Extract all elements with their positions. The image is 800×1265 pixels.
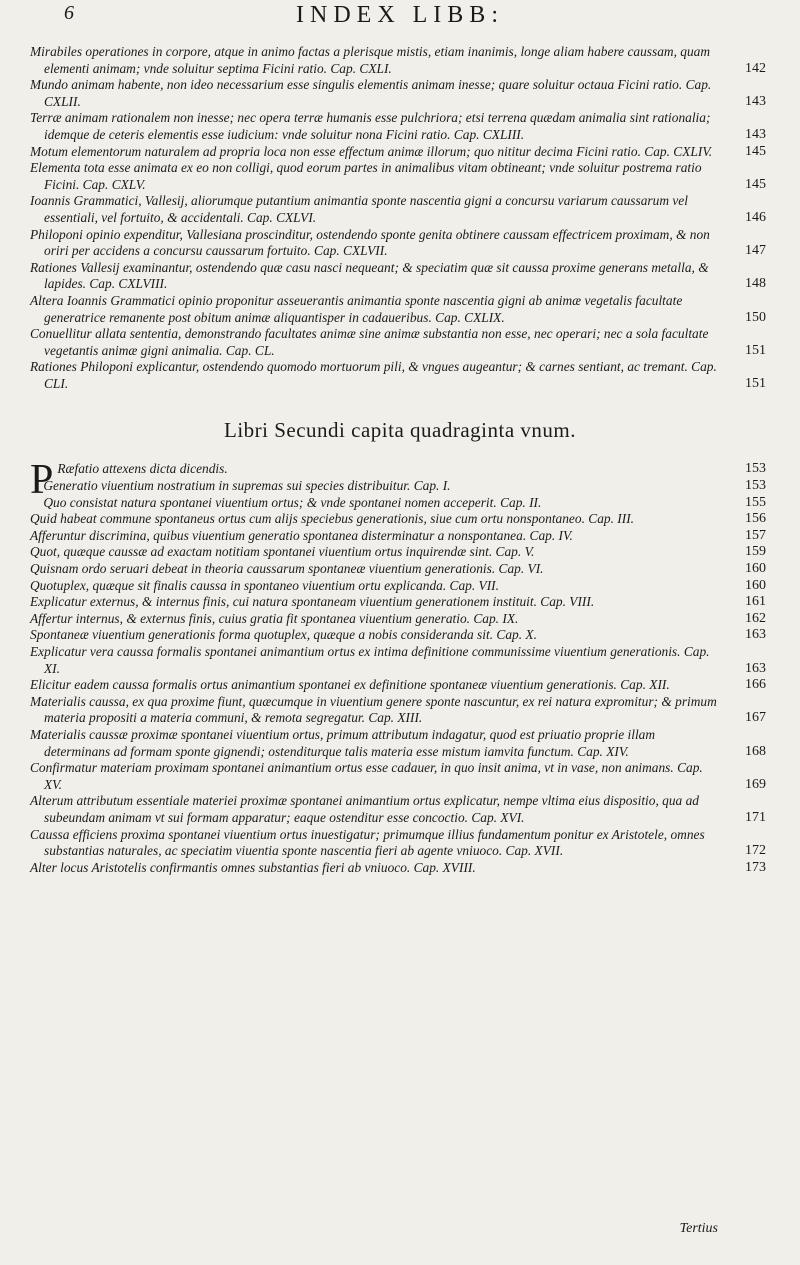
entry-page-number: 163 [745, 627, 766, 643]
entry-page-number: 143 [745, 93, 766, 109]
entry-text: Affertur internus, & externus finis, cuius gratia fit spontanea viuentium generatio. Cap. IX. [30, 610, 519, 626]
book1-index-list [30, 44, 770, 392]
entry-page-number: 169 [745, 776, 766, 792]
index-entry [30, 627, 770, 644]
entry-text: Explicatur vera caussa formalis spontanei animantium ortus ex intima definitione communissime viuentium generationis. Cap. XI. [30, 644, 710, 676]
entry-page-number: 173 [745, 859, 766, 875]
index-entry [30, 827, 770, 860]
entry-text: Quotuplex, quæque sit finalis caussa in spontaneo viuentium ortu explicanda. Cap. VII. [30, 577, 499, 593]
index-entry [30, 110, 770, 143]
page-header [30, 0, 770, 44]
entry-text: Alter locus Aristotelis confirmantis omnes substantias fieri ab vniuoco. Cap. XVIII. [30, 859, 476, 875]
running-head: INDEX LIBB: [296, 2, 504, 28]
entry-page-number: 156 [745, 511, 766, 527]
index-entry [30, 860, 770, 877]
index-entry [30, 478, 770, 495]
catchword: Tertius [679, 1221, 718, 1236]
entry-text: Alterum attributum essentiale materiei proximæ spontanei animantium ortus explicatur, nempe vltima eius dispositio, qua ad subeundam animam vt sui formam apparatur; eaque ostenditur esse concoctio. Cap. XVI. [30, 793, 699, 825]
entry-page-number: 145 [745, 176, 766, 192]
entry-text: Quo consistat natura spontanei viuentium ortus; & vnde spontanei nomen acceperit. Cap. II. [43, 494, 542, 510]
index-entry [30, 511, 770, 528]
index-entry [30, 561, 770, 578]
entry-text: Rationes Vallesij examinantur, ostendendo quæ casu nasci nequeant; & speciatim quæ sit caussa proxime generans metalla, & lapides. Cap. CXLVIII. [30, 259, 709, 292]
entry-page-number: 168 [745, 743, 766, 759]
index-entry [30, 326, 770, 359]
entry-text: Quisnam ordo seruari debeat in theoria caussarum spontaneæ viuentium generationis. Cap. VI. [30, 561, 544, 577]
entry-text: Conuellitur allata sententia, demonstrando facultates animæ sine animæ substantia non esse, nec operari; nec a sola facultate vegetantis animæ gigni animalia. Cap. CL. [30, 326, 709, 358]
entry-page-number: 161 [745, 594, 766, 610]
index-entry [30, 227, 770, 260]
entry-text: Caussa efficiens proxima spontanei viuentium ortus inuestigatur; primumque illius fundamentum ponitur ex Aristotele, omnes substantias naturales, ac speciatim viuentia sponte nascentia fieri ab agente vniuoco. Cap. XVII. [30, 826, 705, 859]
entry-text: Elicitur eadem caussa formalis ortus animantium spontanei ex definitione spontaneæ viuentium generationis. Cap. XII. [30, 677, 670, 693]
index-entry [30, 44, 770, 77]
index-entry [30, 644, 770, 677]
index-entry [30, 727, 770, 760]
index-entry [30, 677, 770, 694]
entry-page-number: 147 [745, 243, 766, 259]
entry-page-number: 151 [745, 375, 766, 391]
index-entry [30, 359, 770, 392]
index-entry [30, 160, 770, 193]
index-entry [30, 578, 770, 595]
entry-text: Mundo animam habente, non ideo necessarium esse singulis elementis animam inesse; quare soluitur octaua Ficini ratio. Cap. CXLII. [30, 77, 712, 109]
entry-page-number: 153 [745, 478, 766, 494]
entry-text: Mirabiles operationes in corpore, atque in animo factas a plerisque mistis, etiam inanimis, longe aliam habere caussam, quam elementi animam; vnde soluitur septima Ficini ratio. Cap. CXLI. [30, 44, 711, 76]
entry-page-number: 155 [745, 494, 766, 510]
entry-text: Ræfatio attexens dicta dicendis. [57, 461, 228, 477]
entry-page-number: 162 [745, 610, 766, 626]
entry-page-number: 163 [745, 660, 766, 676]
entry-text: Terræ animam rationalem non inesse; nec opera terræ humanis esse pulchriora; etsi terrena quædam animalia sint rationalia; idemque de ceteris elementis esse iudicium: vnde soluitur nona Ficini ratio. Cap. CXLIII. [30, 110, 711, 142]
index-entry [30, 611, 770, 628]
entry-page-number: 148 [745, 276, 766, 292]
index-entry [30, 760, 770, 793]
index-entry [30, 260, 770, 293]
entry-text: Afferuntur discrimina, quibus viuentium generatio spontanea disterminatur a nonspontanea. Cap. IV. [30, 527, 573, 543]
entry-page-number: 145 [745, 143, 766, 159]
entry-page-number: 159 [745, 544, 766, 560]
entry-text: Rationes Philoponi explicantur, ostendendo quomodo mortuorum pili, & vngues augeantur; & carnes sentiant, ac tremant. Cap. CLI. [30, 359, 717, 391]
entry-text: Ioannis Grammatici, Vallesij, aliorumque putantium animantia sponte nascentia gigni a concursu variarum caussarum vel essentiali, vel fortuito, & accidentali. Cap. CXLVI. [30, 193, 688, 225]
index-entry [30, 495, 770, 512]
index-entry [30, 793, 770, 826]
entry-text: Elementa tota esse animata ex eo non colligi, quod eorum partes in animalibus vitam obtineant; vnde soluitur postrema ratio Ficini. Cap. CXLV. [30, 160, 702, 192]
entry-text: Materialis caussæ proximæ spontanei viuentium ortus, primum attributum indagatur, quod est priuatio proprie illam determinans ad formam sponte gignendi; ostenditurque talis materia esse mistum iamvita functum. Cap. XIV. [30, 726, 656, 759]
index-entry [30, 144, 770, 161]
entry-page-number: 172 [745, 843, 766, 859]
drop-cap: P [30, 457, 54, 504]
entry-text: Quid habeat commune spontaneus ortus cum alijs speciebus generationis, siue cum ortu nonspontaneo. Cap. III. [30, 511, 635, 527]
entry-page-number: 160 [745, 577, 766, 593]
index-entry [30, 544, 770, 561]
entry-page-number: 160 [745, 561, 766, 577]
entry-text: Philoponi opinio expenditur, Vallesiana proscinditur, ostendendo sponte genita obtinere caussam effectricem proximam, & non oriri per accidens a concursu caussarum fortuito. Cap. CXLVII. [30, 226, 710, 259]
entry-text: Spontaneæ viuentium generationis forma quotuplex, quæque a nobis consideranda sit. Cap. X. [30, 627, 537, 643]
book2-index-list [30, 457, 770, 876]
entry-text: Motum elementorum naturalem ad propria loca non esse effectum animæ illorum; quo nititur decima Ficini ratio. Cap. CXLIV. [30, 143, 713, 159]
entry-page-number: 143 [745, 126, 766, 142]
page-number: 6 [64, 2, 74, 24]
entry-page-number: 171 [745, 809, 766, 825]
entry-text: Altera Ioannis Grammatici opinio proponitur asseuerantis animantia sponte nascentia gigni ab animæ vegetalis facultate generatrice remanente post obitum animæ aliquantisper in cadaueribus. Cap. CXLIX. [30, 292, 683, 325]
entry-text: Generatio viuentium nostratium in supremas sui species distribuitur. Cap. I. [43, 478, 451, 494]
entry-page-number: 150 [745, 309, 766, 325]
entry-page-number: 146 [745, 209, 766, 225]
book2-title: Libri Secundi capita quadraginta vnum. [224, 418, 576, 443]
index-entry [30, 694, 770, 727]
index-entry [30, 528, 770, 545]
entry-text: Explicatur externus, & internus finis, cui natura spontaneam viuentium generationem instituit. Cap. VIII. [30, 594, 595, 610]
index-entry [30, 594, 770, 611]
entry-text: Quot, quæque caussæ ad exactam notitiam spontanei viuentium ortus inquirendæ sint. Cap. V. [30, 544, 535, 560]
entry-page-number: 153 [745, 461, 766, 477]
entry-page-number: 151 [745, 342, 766, 358]
entry-page-number: 167 [745, 710, 766, 726]
index-entry [30, 293, 770, 326]
entry-text: Materialis caussa, ex qua proxime fiunt, quæcumque in viuentium genere sponte nascuntur, ex rei natura expromitur; & primum materia propositi a materia communi, & remota segregatur. Cap. XIII. [30, 693, 717, 726]
entry-page-number: 166 [745, 677, 766, 693]
entry-page-number: 157 [745, 527, 766, 543]
entry-page-number: 142 [745, 60, 766, 76]
index-entry [30, 193, 770, 226]
index-entry [30, 77, 770, 110]
entry-text: Confirmatur materiam proximam spontanei animantium ortus esse cadauer, in quo insit anima, vt in vase, non animans. Cap. XV. [30, 760, 703, 792]
